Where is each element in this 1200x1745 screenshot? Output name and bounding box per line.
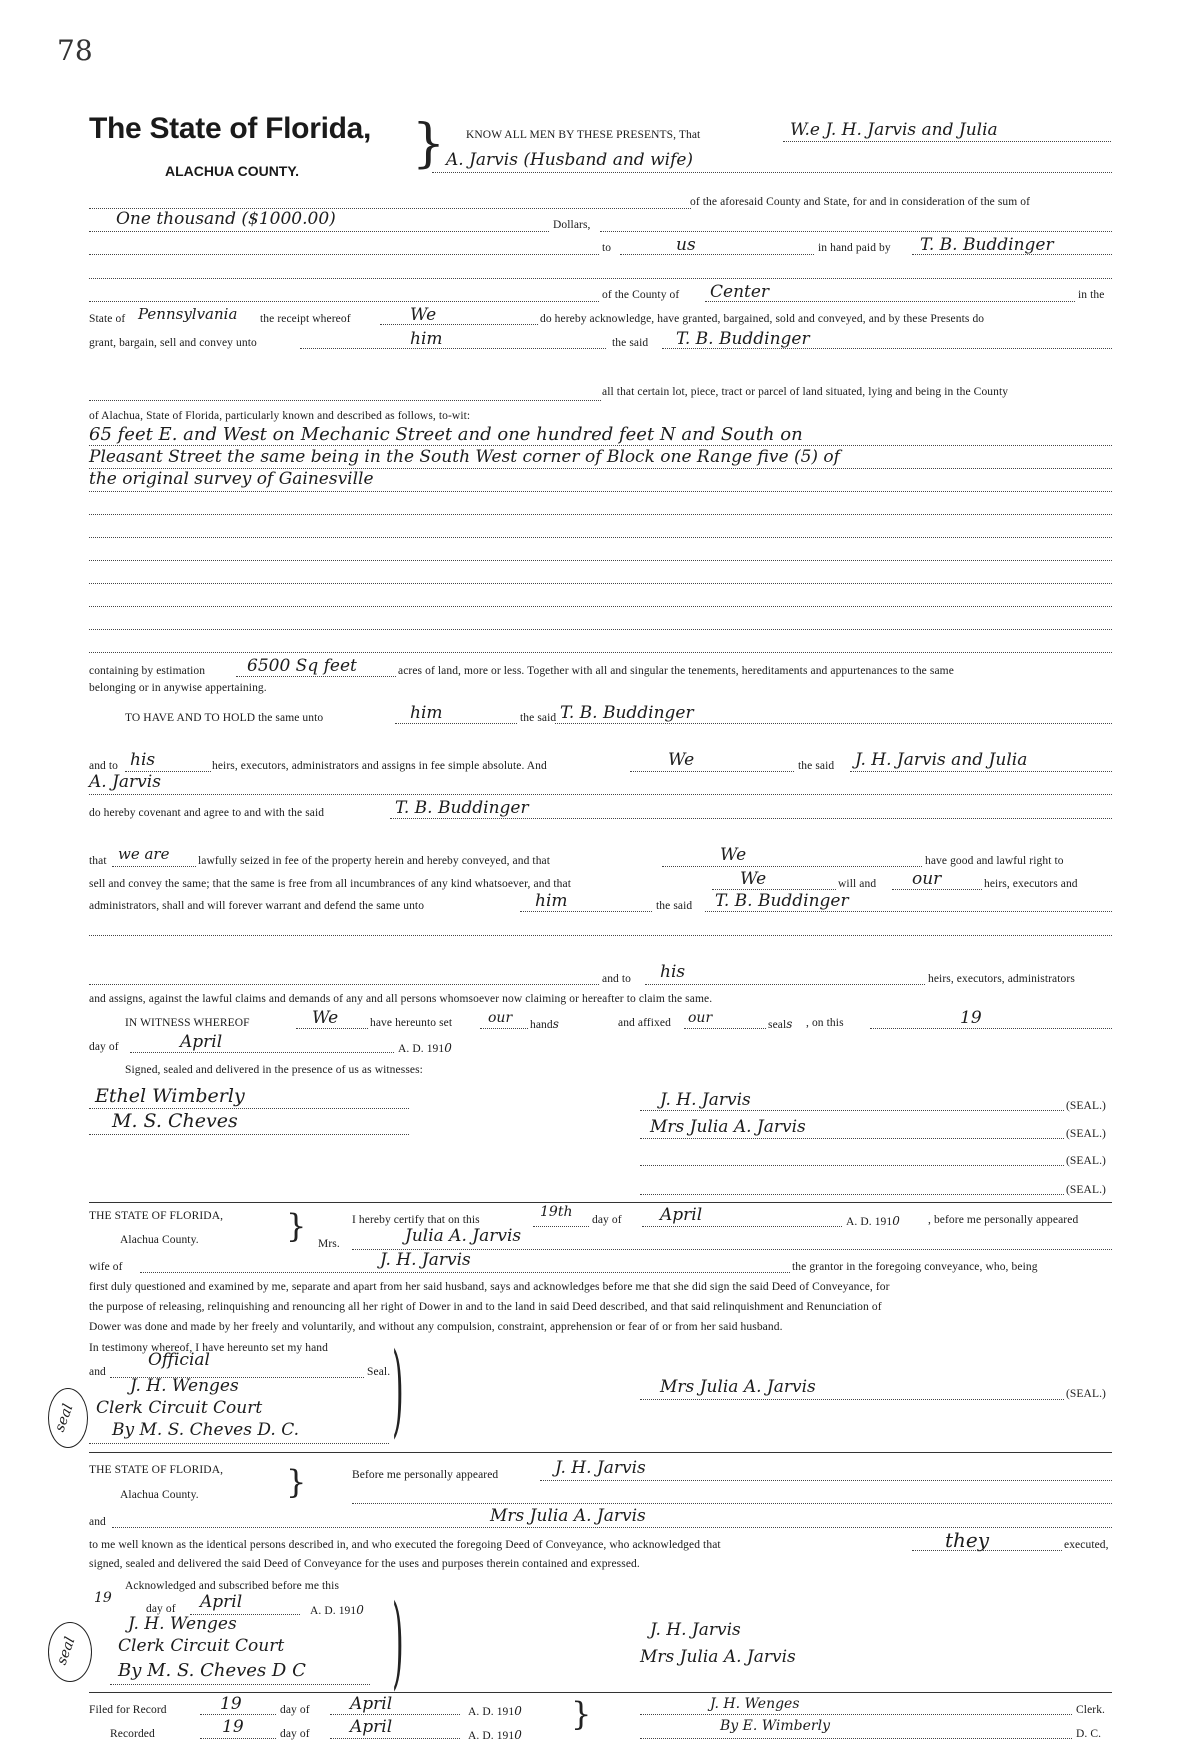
cert2-county: Alachua County. (120, 1489, 199, 1501)
cert2-state: THE STATE OF FLORIDA, (89, 1464, 224, 1476)
state-value: Pennsylvania (138, 305, 238, 323)
hands-label: hands (530, 1017, 560, 1031)
amount: One thousand ($1000.00) (116, 209, 336, 229)
description-line2: Pleasant Street the same being in the South West corner of Block one Range five (5) of (89, 447, 840, 467)
all-that-certain: all that certain lot, piece, tract or parcel of land situated, lying and being in the County (602, 386, 1009, 398)
covenant-with: T. B. Buddinger (395, 798, 529, 818)
recorded-label: Recorded (110, 1728, 155, 1740)
affixed-who: our (688, 1010, 713, 1026)
cert2-before-me: Before me personally appeared (352, 1469, 499, 1481)
witness-who: We (312, 1008, 339, 1028)
cert2-brace: } (286, 1463, 307, 1501)
convey-unto: him (410, 329, 443, 349)
and-to: and to (89, 760, 119, 772)
receipt-who: We (410, 305, 437, 325)
seal-label-1: (SEAL.) (1066, 1100, 1106, 1112)
set-who: our (488, 1010, 513, 1026)
grantors-line1-rule (783, 141, 1111, 142)
and-affixed: and affixed (618, 1017, 671, 1029)
filed-for-record: Filed for Record (89, 1704, 167, 1716)
witness2: M. S. Cheves (112, 1110, 238, 1132)
that-who2: We (720, 845, 747, 865)
county-of: Center (710, 282, 770, 302)
cert1-month: April (660, 1205, 703, 1225)
to-have-who: him (410, 703, 443, 723)
and-to2-who: his (660, 962, 686, 982)
rec-day: 19 (222, 1717, 244, 1737)
cert2-day-num: 19 (94, 1590, 112, 1606)
cert2-person1: J. H. Jarvis (555, 1458, 646, 1478)
filed-month: April (350, 1694, 393, 1714)
header-brace: } (412, 114, 446, 174)
will-and: will and (838, 878, 877, 890)
to-have: TO HAVE AND TO HOLD the same unto (125, 712, 324, 724)
record-dc: D. C. (1076, 1728, 1102, 1740)
containing-label: containing by estimation (89, 665, 206, 677)
to-label: to (602, 242, 612, 254)
receipt-whereof: the receipt whereof (260, 313, 351, 325)
filed-ad: A. D. 1910 (468, 1704, 523, 1718)
cert2-well-known: to me well known as the identical persons described in, and who executed the foregoing Deed of Conveyance, who acknowledged that (89, 1539, 721, 1551)
cert1-brace: } (286, 1207, 307, 1245)
covenant-names2: A. Jarvis (89, 772, 161, 792)
cert1-husband: J. H. Jarvis (380, 1250, 471, 1270)
cert1-day-of: day of (592, 1214, 622, 1226)
section-rule-3 (89, 1692, 1112, 1693)
cert1-signature: Mrs Julia A. Jarvis (660, 1377, 816, 1397)
filed-day-of: day of (280, 1704, 310, 1716)
cert2-and: and (89, 1516, 106, 1528)
description-line1: 65 feet E. and West on Mechanic Street and one hundred feet N and South on (89, 424, 803, 445)
cert1-testimony: In testimony whereof, I have hereunto set my hand (89, 1342, 328, 1354)
cert2-clerk3: By M. S. Cheves D C (118, 1660, 306, 1681)
grantee: T. B. Buddinger (920, 235, 1054, 255)
cert1-sig-brace: ) (392, 1331, 404, 1448)
cert2-signed-line: signed, sealed and delivered the said Deed of Conveyance for the uses and purposes therein contained and expressed. (89, 1558, 640, 1570)
cert1-seal: Seal. (367, 1366, 391, 1378)
defend-who: him (535, 891, 568, 911)
will-who: our (912, 869, 942, 889)
and-assigns: and assigns, against the lawful claims and demands of any and all persons whomsoever now claiming or hereafter to claim the same. (89, 993, 713, 1005)
county-title: ALACHUA COUNTY. (165, 163, 300, 179)
know-all-text: KNOW ALL MEN BY THESE PRESENTS, That (466, 129, 701, 141)
state-of: State of (89, 313, 126, 325)
that-label: that (89, 855, 107, 867)
rec-day-of: day of (280, 1728, 310, 1740)
cert1-clerk1: J. H. Wenges (130, 1376, 239, 1396)
and-who: We (668, 750, 695, 770)
signer2: Mrs Julia A. Jarvis (650, 1117, 806, 1137)
cert2-sig-brace: ) (392, 1583, 404, 1700)
containing-value: 6500 Sq feet (247, 656, 357, 676)
defend-name: T. B. Buddinger (715, 891, 849, 911)
on-this: , on this (806, 1017, 844, 1029)
heirs-exec2: heirs, executors and (984, 878, 1078, 890)
heirs-exec: heirs, executors, administrators and assigns in fee simple absolute. And (212, 760, 547, 772)
section-rule-1 (89, 1202, 1112, 1203)
the-said4: the said (656, 900, 693, 912)
cert1-wife-of: wife of (89, 1261, 123, 1273)
the-said-name: T. B. Buddinger (676, 329, 810, 349)
deed-month: April (180, 1032, 223, 1052)
have-hereunto: have hereunto set (370, 1017, 453, 1029)
in-hand-paid-by: in hand paid by (818, 242, 891, 254)
cert1-body2: the purpose of releasing, relinquishing and renouncing all her right of Dower in and to the land in said Deed described, and that said relinquishment and Renunciation of (89, 1301, 882, 1313)
of-the-county-of: of the County of (602, 289, 680, 301)
cert2-seal-mark: seal (53, 1634, 79, 1668)
have-good: have good and lawful right to (925, 855, 1064, 867)
page-number: 78 (57, 34, 93, 67)
cert2-day-of: day of (146, 1603, 176, 1615)
cert1-clerk2: Clerk Circuit Court (96, 1398, 263, 1418)
dollars-label: Dollars, (553, 219, 591, 231)
seal-word: seals (768, 1017, 793, 1031)
record-brace: } (571, 1695, 592, 1733)
cert1-grantor: the grantor in the foregoing conveyance, who, being (792, 1261, 1038, 1273)
in-the: in the (1078, 289, 1105, 301)
state-title: The State of Florida, (89, 112, 372, 145)
the-said2: the said (520, 712, 557, 724)
to-whom: us (676, 235, 696, 255)
the-said3: the said (798, 760, 835, 772)
cert2-ad: A. D. 1910 (310, 1603, 365, 1617)
cert1-clerk3: By M. S. Cheves D. C. (112, 1420, 300, 1440)
signer1: J. H. Jarvis (660, 1090, 751, 1110)
and-to2: and to (602, 973, 632, 985)
grantors-line2-rule (432, 172, 1112, 173)
rec-month: April (350, 1717, 393, 1737)
cert1-ad: A. D. 1910 (846, 1214, 901, 1228)
cert2-person2: Mrs Julia A. Jarvis (490, 1506, 646, 1526)
cert2-clerk2: Clerk Circuit Court (118, 1636, 285, 1656)
cert1-i-hereby: I hereby certify that on this (352, 1214, 480, 1226)
the-said: the said (612, 337, 649, 349)
cert2-sig2: Mrs Julia A. Jarvis (640, 1647, 796, 1667)
grantors-line2: A. Jarvis (Husband and wife) (446, 150, 694, 170)
day-of: day of (89, 1041, 119, 1053)
deed-ad: A. D. 1910 (398, 1041, 453, 1055)
cert1-mrs: Mrs. (318, 1238, 340, 1250)
cert1-official: Official (148, 1350, 210, 1370)
cert1-seal-label: (SEAL.) (1066, 1388, 1106, 1400)
belonging: belonging or in anywise appertaining. (89, 682, 267, 694)
witness-whereof: IN WITNESS WHEREOF (125, 1017, 250, 1029)
seal-label-3: (SEAL.) (1066, 1155, 1106, 1167)
seal-label-4: (SEAL.) (1066, 1184, 1106, 1196)
grant-bargain: grant, bargain, sell and convey unto (89, 337, 257, 349)
description-line3: the original survey of Gainesville (89, 469, 374, 489)
record-clerk: Clerk. (1076, 1704, 1106, 1716)
record-dc-name: By E. Wimberly (720, 1718, 830, 1734)
day-num: 19 (960, 1008, 982, 1028)
witness1: Ethel Wimberly (95, 1085, 245, 1107)
cert1-body1: first duly questioned and examined by me, separate and apart from her said husband, says and acknowledges before me that she did sign the said Deed of Conveyance, for (89, 1281, 890, 1293)
signed-sealed: Signed, sealed and delivered in the presence of us as witnesses: (125, 1064, 423, 1076)
cert2-clerk1: J. H. Wenges (128, 1614, 237, 1634)
sell-who: We (740, 869, 767, 889)
covenant-text: do hereby covenant and agree to and with the said (89, 807, 325, 819)
cert1-day-num: 19th (540, 1204, 573, 1220)
cert2-ack-sub: Acknowledged and subscribed before me this (125, 1580, 340, 1592)
administrators: administrators, shall and will forever warrant and defend the same unto (89, 900, 425, 912)
seal-label-2: (SEAL.) (1066, 1128, 1106, 1140)
heirs-exec3: heirs, executors, administrators (928, 973, 1075, 985)
cert1-county: Alachua County. (120, 1234, 199, 1246)
that-who: we are (118, 845, 170, 863)
of-alachua: of Alachua, State of Florida, particularly known and described as follows, to-wit: (89, 410, 471, 422)
cert1-seal-mark: seal (51, 1401, 77, 1435)
cert2-executed: executed, (1064, 1539, 1109, 1551)
to-have-name: T. B. Buddinger (560, 703, 694, 723)
rec-ad: A. D. 1910 (468, 1728, 523, 1742)
filed-day: 19 (220, 1694, 242, 1714)
cert2-sig1: J. H. Jarvis (650, 1620, 741, 1640)
cert2-month: April (200, 1592, 243, 1612)
cert2-who-ack: they (945, 1528, 990, 1552)
lawfully: lawfully seized in fee of the property herein and hereby conveyed, and that (198, 855, 551, 867)
of-county-state: of the aforesaid County and State, for and in consideration of the sum of (690, 196, 1031, 208)
sell-convey: sell and convey the same; that the same is free from all incumbrances of any kind whatsoever, and that (89, 878, 572, 890)
grantors-line1: W.e J. H. Jarvis and Julia (790, 120, 998, 140)
cert1-body3: Dower was done and made by her freely and voluntarily, and without any compulsion, constraint, apprehension or fear of or from her said husband. (89, 1321, 783, 1333)
acres-text: acres of land, more or less. Together with all and singular the tenements, hereditaments and appurtenances to the same (398, 665, 954, 677)
cert1-before-me: , before me personally appeared (928, 1214, 1079, 1226)
section-rule-2 (89, 1452, 1112, 1453)
covenant-names1: J. H. Jarvis and Julia (855, 750, 1028, 770)
and-to-who: his (130, 750, 156, 770)
do-hereby: do hereby acknowledge, have granted, bargained, sold and conveyed, and by these Presents do (540, 313, 985, 325)
cert1-and: and (89, 1366, 106, 1378)
cert1-mrs-name: Julia A. Jarvis (405, 1226, 522, 1246)
record-clerk-name: J. H. Wenges (710, 1696, 800, 1712)
cert1-state: THE STATE OF FLORIDA, (89, 1210, 224, 1222)
